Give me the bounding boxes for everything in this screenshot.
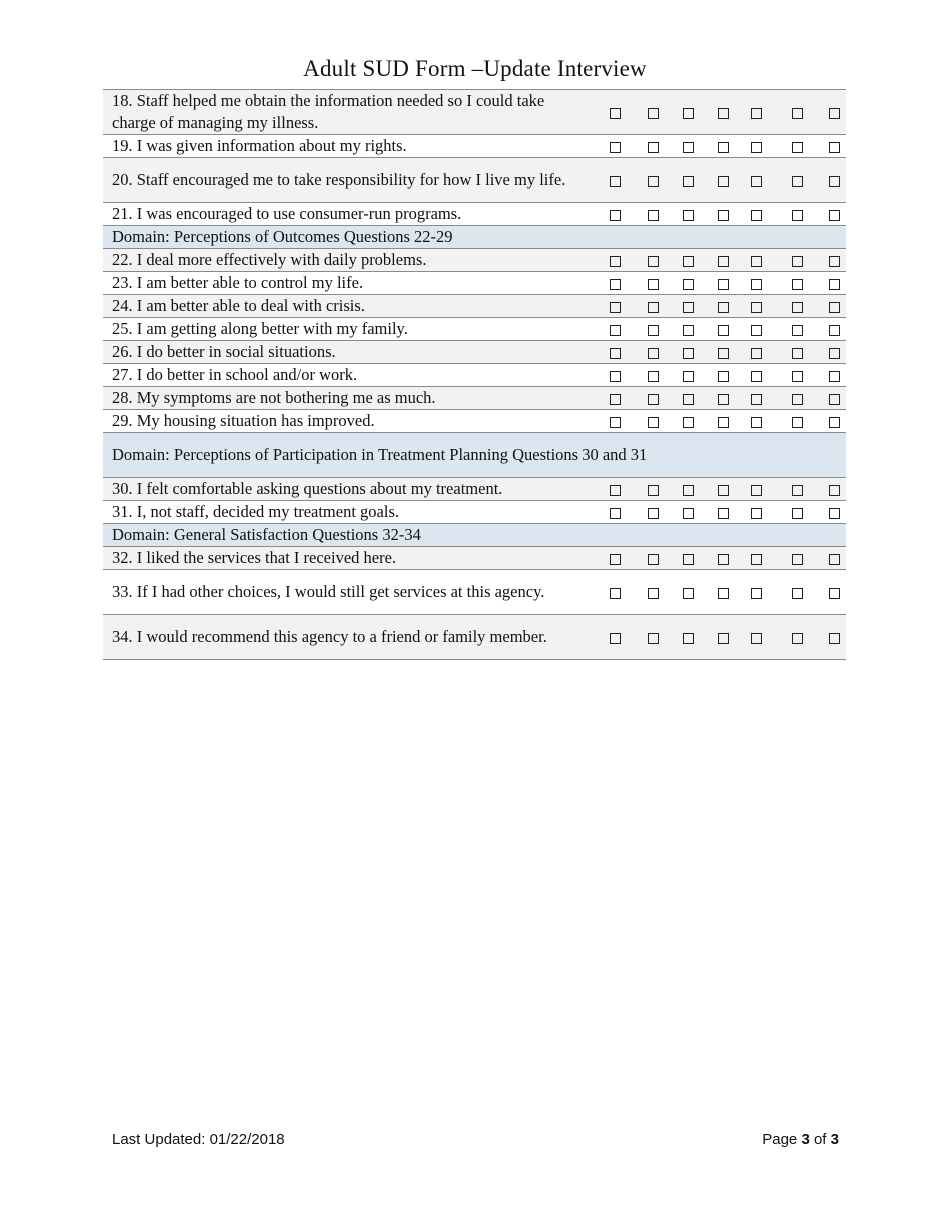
response-checkbox[interactable] xyxy=(648,210,659,221)
response-cell xyxy=(595,318,635,341)
response-checkbox[interactable] xyxy=(683,325,694,336)
response-cell xyxy=(671,341,706,364)
survey-body xyxy=(103,90,846,660)
question-text: 23. I am better able to control my life. xyxy=(103,272,595,295)
response-cell xyxy=(822,478,846,501)
response-cell xyxy=(706,341,740,364)
response-checkbox[interactable] xyxy=(829,176,840,187)
question-text: 27. I do better in school and/or work. xyxy=(103,364,595,387)
response-checkbox[interactable] xyxy=(683,508,694,519)
response-checkbox[interactable] xyxy=(792,210,803,221)
response-checkbox[interactable] xyxy=(792,348,803,359)
response-checkbox[interactable] xyxy=(610,108,621,119)
response-cell xyxy=(822,249,846,272)
response-cell xyxy=(740,341,772,364)
response-checkbox[interactable] xyxy=(648,302,659,313)
response-cell xyxy=(772,341,822,364)
response-checkbox[interactable] xyxy=(792,417,803,428)
response-cell xyxy=(772,387,822,410)
response-cell xyxy=(706,387,740,410)
response-checkbox[interactable] xyxy=(648,394,659,405)
response-checkbox[interactable] xyxy=(648,633,659,644)
response-checkbox[interactable] xyxy=(683,176,694,187)
response-checkbox[interactable] xyxy=(610,417,621,428)
response-cell xyxy=(772,364,822,387)
page-total: 3 xyxy=(830,1131,839,1148)
response-cell xyxy=(671,272,706,295)
response-cell xyxy=(635,615,671,660)
response-cell xyxy=(772,203,822,226)
response-checkbox[interactable] xyxy=(751,554,762,565)
response-cell xyxy=(706,501,740,524)
domain-header-row xyxy=(103,524,846,547)
response-cell xyxy=(706,410,740,433)
form-title: Adult SUD Form –Update Interview xyxy=(303,56,647,81)
response-checkbox[interactable] xyxy=(648,108,659,119)
response-checkbox[interactable] xyxy=(829,394,840,405)
question-row xyxy=(103,501,846,524)
response-checkbox[interactable] xyxy=(829,417,840,428)
question-row xyxy=(103,272,846,295)
response-cell xyxy=(740,249,772,272)
response-checkbox[interactable] xyxy=(829,325,840,336)
question-text: 29. My housing situation has improved. xyxy=(103,410,595,433)
response-checkbox[interactable] xyxy=(648,588,659,599)
response-checkbox[interactable] xyxy=(610,210,621,221)
response-checkbox[interactable] xyxy=(829,633,840,644)
response-cell xyxy=(772,135,822,158)
response-checkbox[interactable] xyxy=(718,142,729,153)
response-checkbox[interactable] xyxy=(648,142,659,153)
response-checkbox[interactable] xyxy=(718,176,729,187)
response-checkbox[interactable] xyxy=(683,210,694,221)
response-cell xyxy=(671,295,706,318)
response-cell xyxy=(740,203,772,226)
page-prefix: Page xyxy=(762,1131,798,1148)
response-cell xyxy=(671,135,706,158)
response-cell xyxy=(595,341,635,364)
domain-heading: Domain: General Satisfaction Questions 32-34 xyxy=(103,524,846,547)
question-text: 24. I am better able to deal with crisis. xyxy=(103,295,595,318)
response-cell xyxy=(740,135,772,158)
response-cell xyxy=(822,135,846,158)
response-cell xyxy=(706,570,740,615)
response-cell xyxy=(635,341,671,364)
response-checkbox[interactable] xyxy=(610,348,621,359)
response-checkbox[interactable] xyxy=(792,588,803,599)
response-checkbox[interactable] xyxy=(610,633,621,644)
response-cell xyxy=(595,478,635,501)
page-current: 3 xyxy=(801,1131,810,1148)
response-checkbox[interactable] xyxy=(829,554,840,565)
response-checkbox[interactable] xyxy=(829,302,840,313)
response-checkbox[interactable] xyxy=(792,633,803,644)
question-text: 22. I deal more effectively with daily problems. xyxy=(103,249,595,272)
response-checkbox[interactable] xyxy=(792,279,803,290)
response-checkbox[interactable] xyxy=(610,394,621,405)
response-cell xyxy=(635,135,671,158)
response-checkbox[interactable] xyxy=(683,348,694,359)
question-row xyxy=(103,135,846,158)
response-checkbox[interactable] xyxy=(718,108,729,119)
question-row xyxy=(103,478,846,501)
response-cell xyxy=(706,318,740,341)
response-cell xyxy=(635,90,671,135)
response-checkbox[interactable] xyxy=(829,371,840,382)
question-text: 21. I was encouraged to use consumer-run programs. xyxy=(103,203,595,226)
response-checkbox[interactable] xyxy=(751,256,762,267)
response-checkbox[interactable] xyxy=(683,554,694,565)
question-text: 31. I, not staff, decided my treatment goals. xyxy=(103,501,595,524)
question-text: 34. I would recommend this agency to a friend or family member. xyxy=(103,615,595,660)
response-checkbox[interactable] xyxy=(792,485,803,496)
response-cell xyxy=(740,501,772,524)
response-checkbox[interactable] xyxy=(683,394,694,405)
response-cell xyxy=(772,570,822,615)
question-text: 19. I was given information about my rights. xyxy=(103,135,595,158)
response-checkbox[interactable] xyxy=(648,176,659,187)
page-number xyxy=(762,1131,839,1148)
response-cell xyxy=(671,90,706,135)
response-checkbox[interactable] xyxy=(792,108,803,119)
response-checkbox[interactable] xyxy=(683,108,694,119)
response-cell xyxy=(706,90,740,135)
response-cell xyxy=(635,570,671,615)
response-checkbox[interactable] xyxy=(751,508,762,519)
response-checkbox[interactable] xyxy=(751,417,762,428)
response-checkbox[interactable] xyxy=(648,485,659,496)
response-checkbox[interactable] xyxy=(829,108,840,119)
question-row xyxy=(103,249,846,272)
question-row xyxy=(103,90,846,135)
question-row xyxy=(103,341,846,364)
response-checkbox[interactable] xyxy=(829,279,840,290)
question-row xyxy=(103,410,846,433)
response-checkbox[interactable] xyxy=(610,256,621,267)
last-updated: Last Updated: 01/22/2018 xyxy=(112,1131,285,1148)
response-cell xyxy=(822,547,846,570)
response-cell xyxy=(595,501,635,524)
response-checkbox[interactable] xyxy=(610,554,621,565)
question-text: 28. My symptoms are not bothering me as much. xyxy=(103,387,595,410)
response-cell xyxy=(595,295,635,318)
response-cell xyxy=(635,478,671,501)
response-cell xyxy=(635,158,671,203)
response-cell xyxy=(595,410,635,433)
response-cell xyxy=(740,478,772,501)
response-checkbox[interactable] xyxy=(683,485,694,496)
response-checkbox[interactable] xyxy=(610,142,621,153)
response-cell xyxy=(822,410,846,433)
response-checkbox[interactable] xyxy=(718,348,729,359)
response-cell xyxy=(671,364,706,387)
response-checkbox[interactable] xyxy=(792,508,803,519)
response-checkbox[interactable] xyxy=(751,302,762,313)
response-checkbox[interactable] xyxy=(718,633,729,644)
response-checkbox[interactable] xyxy=(648,325,659,336)
response-cell xyxy=(822,615,846,660)
response-checkbox[interactable] xyxy=(648,554,659,565)
response-checkbox[interactable] xyxy=(648,417,659,428)
question-row xyxy=(103,295,846,318)
response-checkbox[interactable] xyxy=(683,142,694,153)
response-cell xyxy=(822,295,846,318)
response-cell xyxy=(635,203,671,226)
response-checkbox[interactable] xyxy=(792,142,803,153)
response-checkbox[interactable] xyxy=(648,348,659,359)
response-checkbox[interactable] xyxy=(610,325,621,336)
response-checkbox[interactable] xyxy=(718,394,729,405)
response-cell xyxy=(671,203,706,226)
response-cell xyxy=(740,272,772,295)
response-cell xyxy=(595,615,635,660)
response-checkbox[interactable] xyxy=(610,302,621,313)
response-cell xyxy=(822,341,846,364)
response-cell xyxy=(772,272,822,295)
question-row xyxy=(103,547,846,570)
response-checkbox[interactable] xyxy=(718,417,729,428)
response-cell xyxy=(595,203,635,226)
response-cell xyxy=(822,272,846,295)
response-checkbox[interactable] xyxy=(683,633,694,644)
response-cell xyxy=(772,90,822,135)
domain-header-row xyxy=(103,226,846,249)
response-checkbox[interactable] xyxy=(683,279,694,290)
response-cell xyxy=(706,135,740,158)
response-checkbox[interactable] xyxy=(648,279,659,290)
response-checkbox[interactable] xyxy=(718,210,729,221)
response-cell xyxy=(740,570,772,615)
response-cell xyxy=(671,570,706,615)
response-checkbox[interactable] xyxy=(829,588,840,599)
page-of: of xyxy=(813,1131,827,1148)
response-checkbox[interactable] xyxy=(829,348,840,359)
response-checkbox[interactable] xyxy=(792,394,803,405)
response-checkbox[interactable] xyxy=(610,176,621,187)
response-checkbox[interactable] xyxy=(792,325,803,336)
response-checkbox[interactable] xyxy=(718,325,729,336)
response-cell xyxy=(772,547,822,570)
response-checkbox[interactable] xyxy=(792,554,803,565)
question-text: 32. I liked the services that I received here. xyxy=(103,547,595,570)
response-cell xyxy=(772,501,822,524)
response-cell xyxy=(706,478,740,501)
response-cell xyxy=(822,203,846,226)
response-checkbox[interactable] xyxy=(792,176,803,187)
response-checkbox[interactable] xyxy=(718,508,729,519)
question-text: 33. If I had other choices, I would still get services at this agency. xyxy=(103,570,595,615)
response-cell xyxy=(772,410,822,433)
question-text: 18. Staff helped me obtain the information needed so I could take charge of managing my illness. xyxy=(103,90,595,135)
response-checkbox[interactable] xyxy=(751,394,762,405)
response-checkbox[interactable] xyxy=(683,417,694,428)
response-cell xyxy=(706,158,740,203)
response-cell xyxy=(671,615,706,660)
response-cell xyxy=(740,410,772,433)
response-cell xyxy=(595,90,635,135)
response-checkbox[interactable] xyxy=(610,588,621,599)
response-cell xyxy=(635,547,671,570)
response-checkbox[interactable] xyxy=(792,371,803,382)
domain-header-row xyxy=(103,433,846,478)
question-text: 30. I felt comfortable asking questions about my treatment. xyxy=(103,478,595,501)
response-checkbox[interactable] xyxy=(751,371,762,382)
response-cell xyxy=(740,364,772,387)
response-cell xyxy=(706,364,740,387)
response-cell xyxy=(822,570,846,615)
response-cell xyxy=(671,249,706,272)
response-cell xyxy=(635,272,671,295)
response-checkbox[interactable] xyxy=(610,279,621,290)
response-checkbox[interactable] xyxy=(829,142,840,153)
response-cell xyxy=(706,547,740,570)
domain-heading: Domain: Perceptions of Participation in Treatment Planning Questions 30 and 31 xyxy=(103,433,846,478)
response-cell xyxy=(595,272,635,295)
response-cell xyxy=(822,364,846,387)
response-checkbox[interactable] xyxy=(751,142,762,153)
question-row xyxy=(103,615,846,660)
question-row xyxy=(103,387,846,410)
response-checkbox[interactable] xyxy=(648,508,659,519)
response-cell xyxy=(671,387,706,410)
response-checkbox[interactable] xyxy=(718,256,729,267)
response-cell xyxy=(740,318,772,341)
response-cell xyxy=(635,410,671,433)
response-checkbox[interactable] xyxy=(610,508,621,519)
response-checkbox[interactable] xyxy=(718,588,729,599)
response-cell xyxy=(671,410,706,433)
response-cell xyxy=(772,295,822,318)
response-checkbox[interactable] xyxy=(683,302,694,313)
response-checkbox[interactable] xyxy=(792,256,803,267)
response-checkbox[interactable] xyxy=(610,371,621,382)
response-checkbox[interactable] xyxy=(683,588,694,599)
response-cell xyxy=(706,249,740,272)
response-cell xyxy=(822,387,846,410)
question-text: 20. Staff encouraged me to take responsibility for how I live my life. xyxy=(103,158,595,203)
response-checkbox[interactable] xyxy=(751,279,762,290)
response-cell xyxy=(740,615,772,660)
response-cell xyxy=(635,249,671,272)
question-row xyxy=(103,158,846,203)
response-checkbox[interactable] xyxy=(683,256,694,267)
response-cell xyxy=(595,249,635,272)
response-cell xyxy=(635,501,671,524)
response-checkbox[interactable] xyxy=(792,302,803,313)
response-cell xyxy=(595,547,635,570)
question-row xyxy=(103,318,846,341)
survey-table xyxy=(103,89,846,660)
question-row xyxy=(103,570,846,615)
response-checkbox[interactable] xyxy=(829,508,840,519)
response-checkbox[interactable] xyxy=(718,302,729,313)
response-cell xyxy=(635,295,671,318)
response-cell xyxy=(740,158,772,203)
response-cell xyxy=(635,387,671,410)
response-cell xyxy=(595,135,635,158)
question-row xyxy=(103,203,846,226)
response-checkbox[interactable] xyxy=(718,279,729,290)
response-checkbox[interactable] xyxy=(648,256,659,267)
question-text: 25. I am getting along better with my family. xyxy=(103,318,595,341)
response-checkbox[interactable] xyxy=(751,325,762,336)
response-cell xyxy=(671,158,706,203)
question-row xyxy=(103,364,846,387)
response-cell xyxy=(740,90,772,135)
response-cell xyxy=(595,158,635,203)
response-cell xyxy=(822,90,846,135)
response-cell xyxy=(671,478,706,501)
response-cell xyxy=(706,203,740,226)
response-cell xyxy=(740,295,772,318)
response-checkbox[interactable] xyxy=(751,588,762,599)
response-checkbox[interactable] xyxy=(718,371,729,382)
response-cell xyxy=(822,318,846,341)
response-cell xyxy=(671,318,706,341)
response-checkbox[interactable] xyxy=(829,210,840,221)
response-cell xyxy=(706,615,740,660)
response-checkbox[interactable] xyxy=(610,485,621,496)
response-cell xyxy=(740,387,772,410)
response-cell xyxy=(772,158,822,203)
response-cell xyxy=(740,547,772,570)
response-checkbox[interactable] xyxy=(751,348,762,359)
response-cell xyxy=(671,501,706,524)
response-checkbox[interactable] xyxy=(648,371,659,382)
response-checkbox[interactable] xyxy=(718,485,729,496)
response-cell xyxy=(772,318,822,341)
response-cell xyxy=(822,158,846,203)
response-cell xyxy=(671,547,706,570)
response-cell xyxy=(595,364,635,387)
response-checkbox[interactable] xyxy=(751,210,762,221)
response-cell xyxy=(635,364,671,387)
question-text: 26. I do better in social situations. xyxy=(103,341,595,364)
response-cell xyxy=(635,318,671,341)
response-checkbox[interactable] xyxy=(751,633,762,644)
response-checkbox[interactable] xyxy=(683,371,694,382)
response-cell xyxy=(772,249,822,272)
domain-heading: Domain: Perceptions of Outcomes Questions 22-29 xyxy=(103,226,846,249)
response-cell xyxy=(706,295,740,318)
response-cell xyxy=(772,615,822,660)
response-checkbox[interactable] xyxy=(718,554,729,565)
response-cell xyxy=(772,478,822,501)
response-checkbox[interactable] xyxy=(751,485,762,496)
response-cell xyxy=(706,272,740,295)
response-checkbox[interactable] xyxy=(751,108,762,119)
response-cell xyxy=(595,570,635,615)
response-checkbox[interactable] xyxy=(751,176,762,187)
response-checkbox[interactable] xyxy=(829,256,840,267)
response-cell xyxy=(822,501,846,524)
response-checkbox[interactable] xyxy=(829,485,840,496)
response-cell xyxy=(595,387,635,410)
